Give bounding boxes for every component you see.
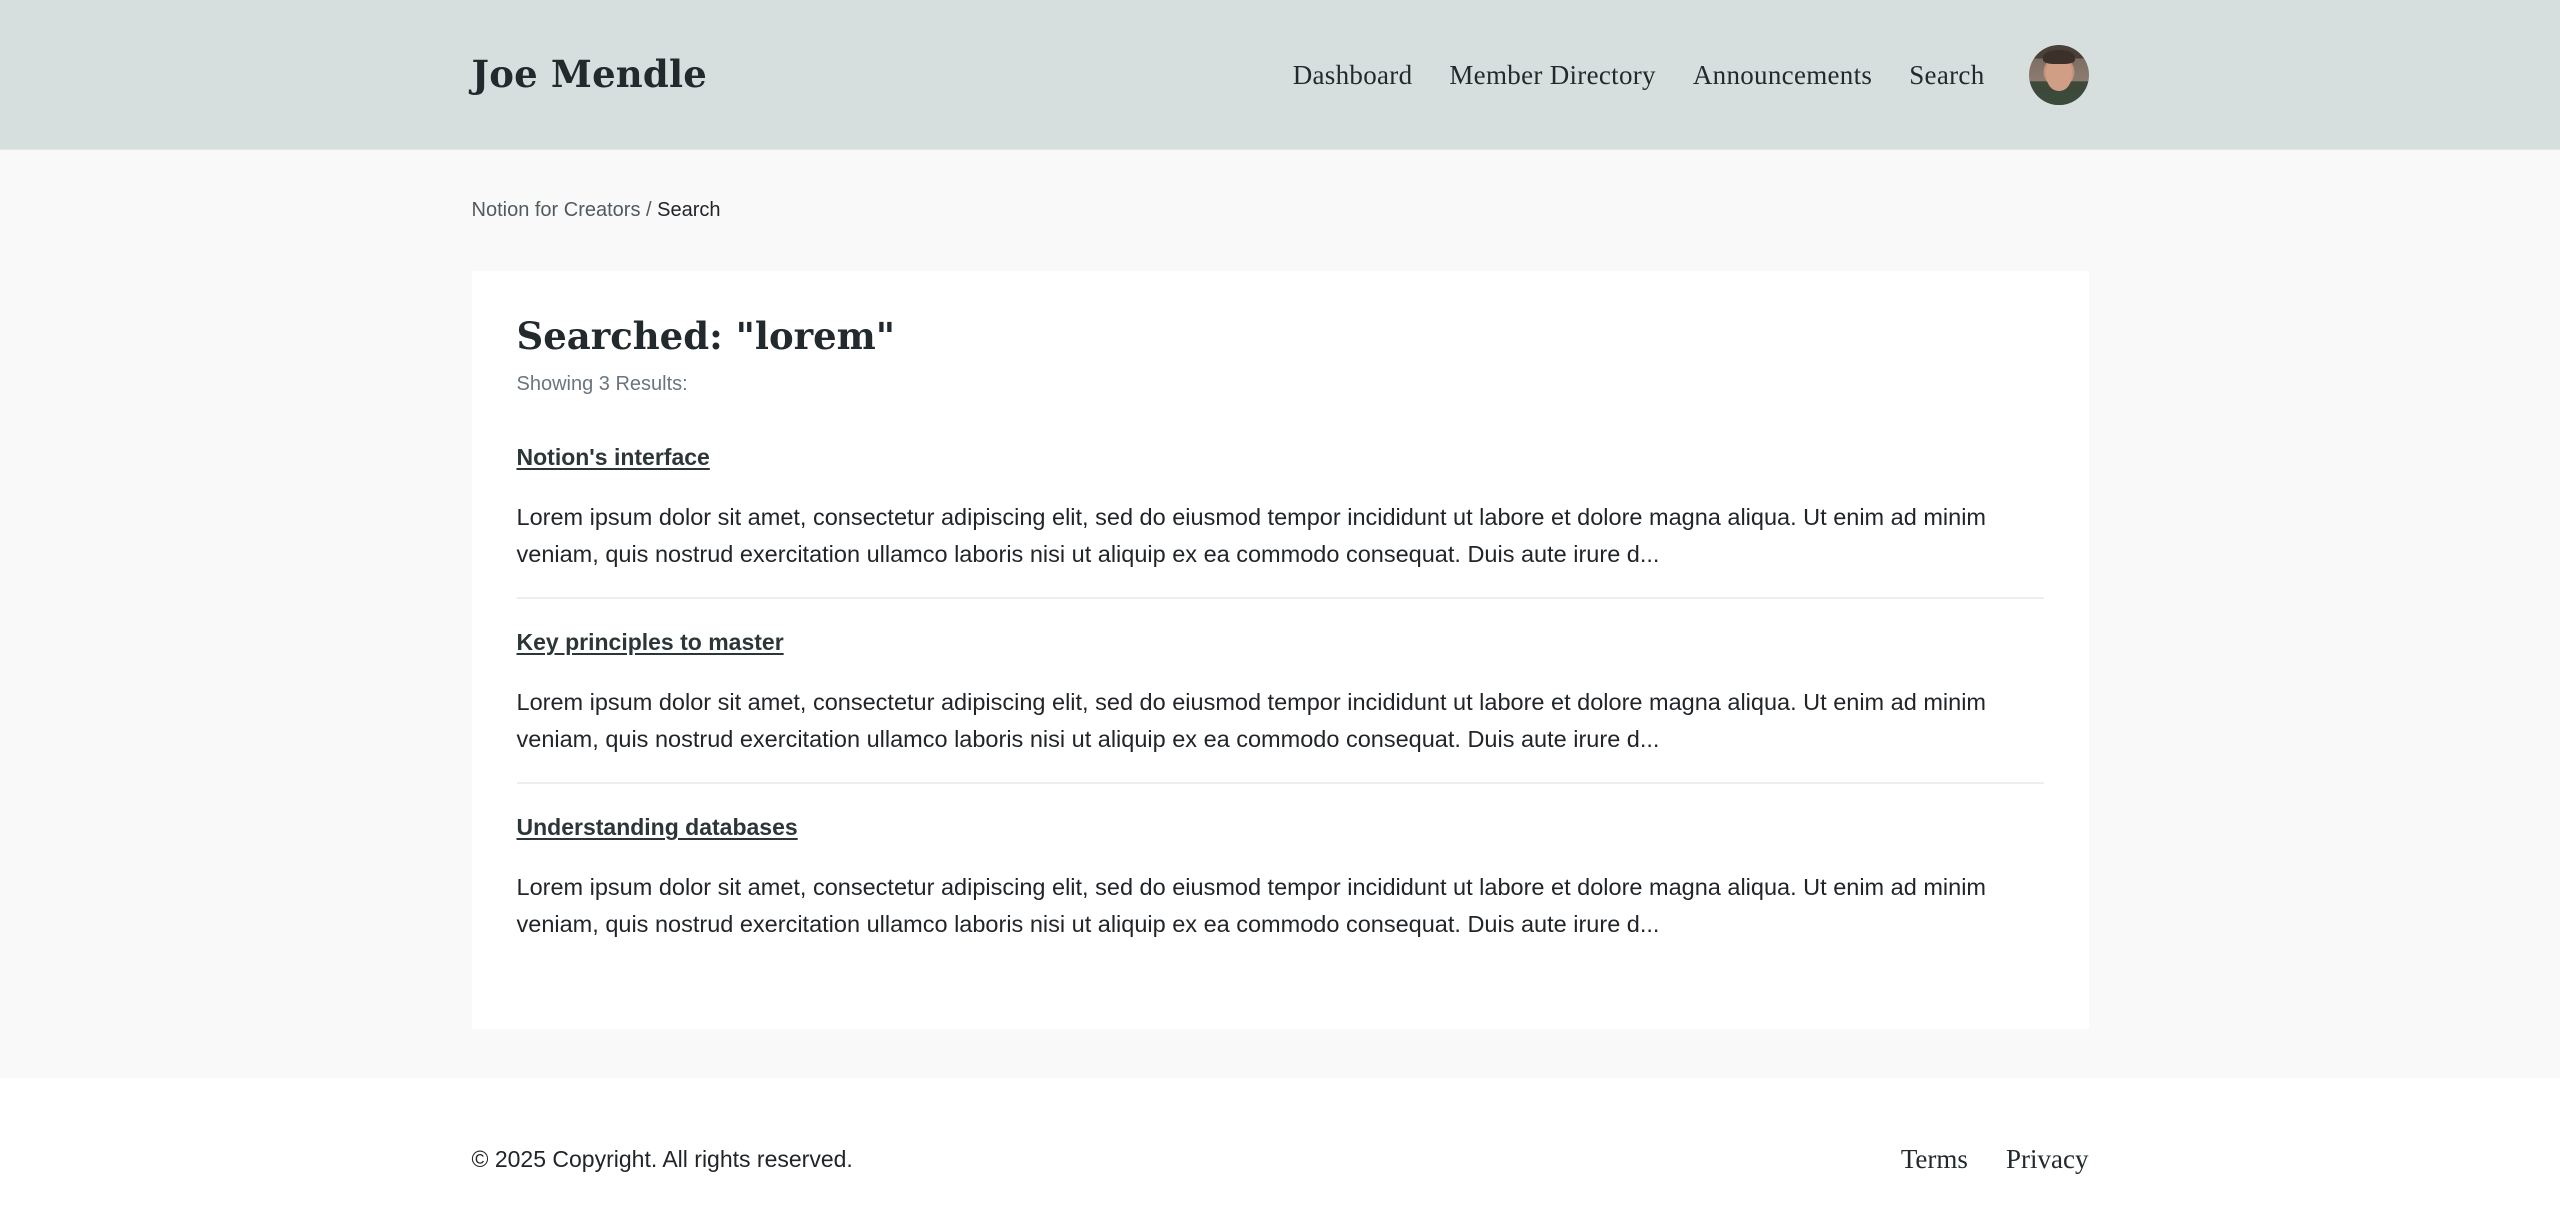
nav-dashboard[interactable]: Dashboard (1292, 59, 1413, 90)
page-title: Searched: "lorem" (516, 314, 896, 358)
nav-search[interactable]: Search (1909, 59, 1985, 90)
result-title-link[interactable]: Understanding databases (516, 814, 798, 840)
result-title-link[interactable]: Key principles to master (516, 629, 784, 655)
avatar-shirt (2033, 91, 2085, 105)
search-result-item (517, 599, 2044, 784)
main-nav (1293, 45, 2089, 105)
nav-announcements[interactable]: Announcements (1692, 59, 1873, 90)
footer-privacy-link[interactable]: Privacy (2006, 1143, 2089, 1174)
copyright-text: © 2025 Copyright. All rights reserved. (471, 1145, 853, 1172)
footer-links (1868, 1144, 2089, 1175)
result-excerpt: Lorem ipsum dolor sit amet, consectetur adipiscing elit, sed do eiusmod tempor incididunt ut labore et dolore magna aliqua. Ut enim ad minim veniam, quis nostrud exercitation ullamco laboris nisi ut aliquip ex ea commodo consequat. Duis aute irure d... (516, 874, 1986, 937)
result-excerpt: Lorem ipsum dolor sit amet, consectetur adipiscing elit, sed do eiusmod tempor incididunt ut labore et dolore magna aliqua. Ut enim ad minim veniam, quis nostrud exercitation ullamco laboris nisi ut aliquip ex ea commodo consequat. Duis aute irure d... (516, 689, 1986, 752)
nav-member-directory[interactable]: Member Directory (1449, 59, 1656, 90)
footer-container (472, 1078, 2089, 1228)
breadcrumb-separator: / (646, 199, 658, 221)
site-footer (0, 1078, 2560, 1228)
breadcrumb-parent-link[interactable]: Notion for Creators (471, 199, 641, 221)
main-content (0, 150, 2560, 1078)
search-results-card (472, 271, 2089, 1029)
search-result-item (517, 784, 2044, 967)
result-title-link[interactable]: Notion's interface (516, 444, 710, 470)
main-container (472, 198, 2089, 1029)
breadcrumb (472, 198, 2089, 222)
search-result-item (517, 397, 2044, 599)
brand-logo-link[interactable]: Joe Mendle (471, 52, 707, 96)
result-count: Showing 3 Results: (516, 373, 688, 395)
site-header (0, 0, 2560, 150)
avatar-hair (2043, 50, 2075, 64)
breadcrumb-current: Search (657, 199, 721, 221)
user-avatar[interactable] (2029, 45, 2089, 105)
result-excerpt: Lorem ipsum dolor sit amet, consectetur adipiscing elit, sed do eiusmod tempor incididunt ut labore et dolore magna aliqua. Ut enim ad minim veniam, quis nostrud exercitation ullamco laboris nisi ut aliquip ex ea commodo consequat. Duis aute irure d... (516, 504, 1986, 567)
header-container (472, 0, 2089, 150)
footer-terms-link[interactable]: Terms (1900, 1143, 1968, 1174)
